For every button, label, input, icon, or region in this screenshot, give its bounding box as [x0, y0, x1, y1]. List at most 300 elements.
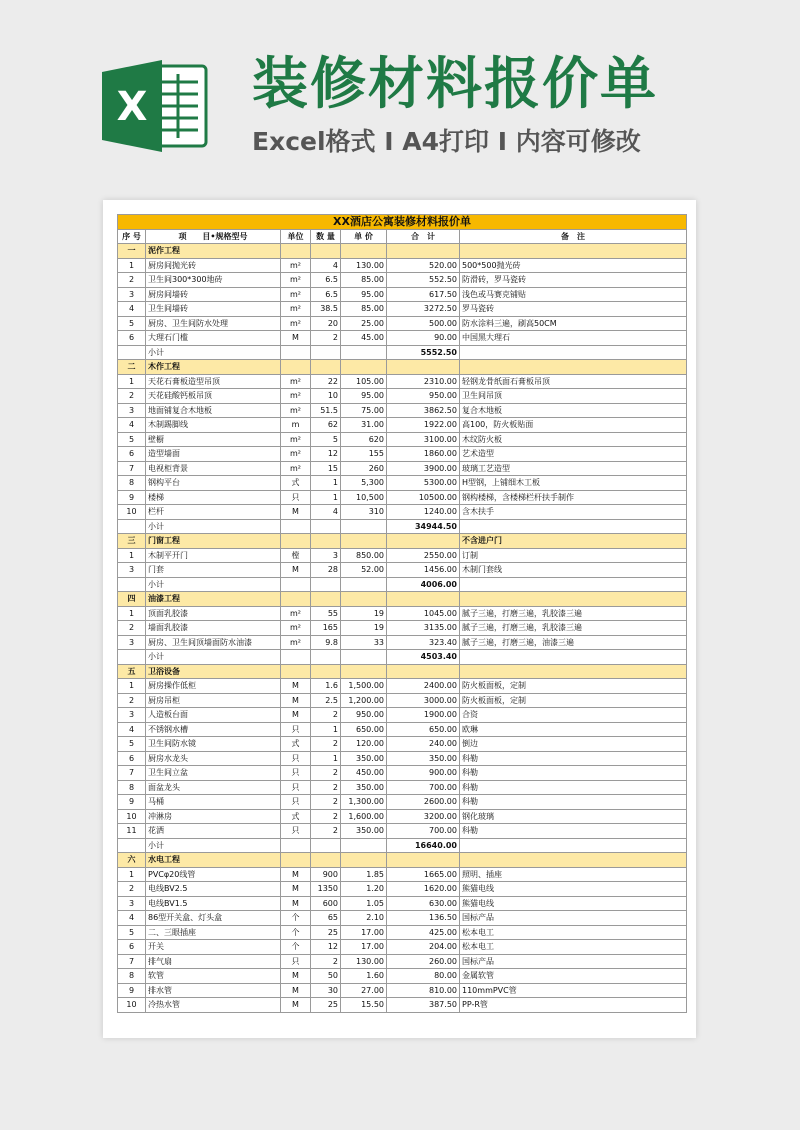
item-name: 顶面乳胶漆 [146, 606, 281, 621]
item-name: 厨房、卫生间防水处理 [146, 316, 281, 331]
item-name: 86型开关盒、灯头盒 [146, 911, 281, 926]
section-note: 不含进户门 [460, 534, 687, 549]
subtotal-empty-cell [341, 577, 387, 592]
item-price: 25.00 [341, 316, 387, 331]
item-note: 科勒 [460, 795, 687, 810]
item-note: 欧琳 [460, 722, 687, 737]
item-price: 52.00 [341, 563, 387, 578]
item-no: 9 [118, 983, 146, 998]
section-empty-cell [311, 592, 341, 607]
item-note: 科勒 [460, 766, 687, 781]
table-row [118, 418, 687, 433]
section-empty-cell [281, 244, 311, 259]
item-name: 冷热水管 [146, 998, 281, 1013]
spreadsheet-page [103, 200, 696, 1038]
item-unit: m² [281, 606, 311, 621]
item-unit: m² [281, 316, 311, 331]
item-total: 1900.00 [387, 708, 460, 723]
item-unit: m² [281, 273, 311, 288]
item-qty: 2 [311, 331, 341, 346]
table-row [118, 824, 687, 839]
item-unit: m² [281, 287, 311, 302]
subtotal-empty-cell [311, 838, 341, 853]
item-name: 卫生间防水镜 [146, 737, 281, 752]
item-qty: 1 [311, 490, 341, 505]
item-unit: m² [281, 389, 311, 404]
col-header-note: 备 注 [460, 229, 687, 244]
table-row [118, 940, 687, 955]
item-unit: 个 [281, 911, 311, 926]
table-row [118, 925, 687, 940]
table-row [118, 258, 687, 273]
section-note [460, 244, 687, 259]
item-unit: 只 [281, 824, 311, 839]
table-row [118, 766, 687, 781]
item-total: 2310.00 [387, 374, 460, 389]
item-unit: M [281, 998, 311, 1013]
item-qty: 4 [311, 258, 341, 273]
item-total: 2400.00 [387, 679, 460, 694]
subtotal-note [460, 519, 687, 534]
item-name: 电视柜背景 [146, 461, 281, 476]
section-empty-cell [387, 244, 460, 259]
item-total: 5300.00 [387, 476, 460, 491]
item-total: 10500.00 [387, 490, 460, 505]
section-name: 水电工程 [146, 853, 281, 868]
section-empty-cell [281, 853, 311, 868]
item-price: 350.00 [341, 824, 387, 839]
item-price: 130.00 [341, 258, 387, 273]
item-unit: 式 [281, 476, 311, 491]
subtotal-label: 小计 [146, 838, 281, 853]
item-total: 3862.50 [387, 403, 460, 418]
item-total: 700.00 [387, 824, 460, 839]
item-name: 厨房间抛光砖 [146, 258, 281, 273]
item-note: 钢构楼梯，含楼梯栏杆扶手制作 [460, 490, 687, 505]
item-name: 排气扇 [146, 954, 281, 969]
item-note: 熊猫电线 [460, 882, 687, 897]
item-unit: m² [281, 403, 311, 418]
item-unit: 式 [281, 809, 311, 824]
item-qty: 6.5 [311, 273, 341, 288]
item-price: 1,200.00 [341, 693, 387, 708]
section-empty-cell [311, 853, 341, 868]
item-qty: 1 [311, 751, 341, 766]
item-name: 天花硅酸钙板吊顶 [146, 389, 281, 404]
item-unit: 只 [281, 490, 311, 505]
item-qty: 2.5 [311, 693, 341, 708]
item-note: 木纹防火板 [460, 432, 687, 447]
item-no: 2 [118, 621, 146, 636]
section-no: 六 [118, 853, 146, 868]
section-no: 五 [118, 664, 146, 679]
item-price: 1.85 [341, 867, 387, 882]
item-price: 45.00 [341, 331, 387, 346]
item-name: 墙面乳胶漆 [146, 621, 281, 636]
item-no: 10 [118, 809, 146, 824]
section-empty-cell [311, 244, 341, 259]
item-no: 3 [118, 635, 146, 650]
item-name: 门套 [146, 563, 281, 578]
subtotal-label: 小计 [146, 519, 281, 534]
section-note [460, 592, 687, 607]
subtotal-note [460, 577, 687, 592]
item-total: 3000.00 [387, 693, 460, 708]
item-unit: m² [281, 621, 311, 636]
item-total: 630.00 [387, 896, 460, 911]
item-total: 204.00 [387, 940, 460, 955]
section-note [460, 360, 687, 375]
item-total: 617.50 [387, 287, 460, 302]
item-price: 19 [341, 621, 387, 636]
item-unit: m² [281, 447, 311, 462]
table-body [118, 215, 687, 1013]
item-note: 科勒 [460, 780, 687, 795]
item-name: 卫生间300*300地砖 [146, 273, 281, 288]
item-qty: 62 [311, 418, 341, 433]
item-price: 27.00 [341, 983, 387, 998]
item-unit: M [281, 679, 311, 694]
item-total: 950.00 [387, 389, 460, 404]
page-header [0, 0, 800, 200]
table-row [118, 954, 687, 969]
item-unit: M [281, 969, 311, 984]
item-note: 国标产品 [460, 911, 687, 926]
item-price: 31.00 [341, 418, 387, 433]
item-note: 玻璃工艺造型 [460, 461, 687, 476]
item-total: 1922.00 [387, 418, 460, 433]
item-qty: 2 [311, 780, 341, 795]
section-empty-cell [311, 664, 341, 679]
item-qty: 55 [311, 606, 341, 621]
item-qty: 20 [311, 316, 341, 331]
section-name: 卫浴设备 [146, 664, 281, 679]
table-title-row [118, 215, 687, 230]
subtotal-empty-cell [281, 519, 311, 534]
item-unit: 只 [281, 751, 311, 766]
section-empty-cell [281, 592, 311, 607]
item-price: 350.00 [341, 751, 387, 766]
item-unit: M [281, 896, 311, 911]
item-name: 木制平开门 [146, 548, 281, 563]
subtotal-empty-cell [118, 345, 146, 360]
item-note: 订制 [460, 548, 687, 563]
item-no: 8 [118, 969, 146, 984]
item-no: 1 [118, 258, 146, 273]
item-name: 面盆龙头 [146, 780, 281, 795]
section-row [118, 534, 687, 549]
item-qty: 2 [311, 708, 341, 723]
section-no: 四 [118, 592, 146, 607]
item-total: 323.40 [387, 635, 460, 650]
item-qty: 165 [311, 621, 341, 636]
subtotal-note [460, 838, 687, 853]
item-unit: 只 [281, 722, 311, 737]
item-qty: 38.5 [311, 302, 341, 317]
item-no: 3 [118, 287, 146, 302]
item-total: 2600.00 [387, 795, 460, 810]
item-total: 810.00 [387, 983, 460, 998]
item-price: 1,500.00 [341, 679, 387, 694]
item-unit: 只 [281, 766, 311, 781]
table-row [118, 389, 687, 404]
item-no: 2 [118, 693, 146, 708]
item-price: 19 [341, 606, 387, 621]
item-note: 防火板面板，定制 [460, 693, 687, 708]
item-unit: M [281, 693, 311, 708]
item-no: 9 [118, 795, 146, 810]
item-name: 厨房间墙砖 [146, 287, 281, 302]
item-price: 130.00 [341, 954, 387, 969]
item-no: 1 [118, 548, 146, 563]
section-row [118, 360, 687, 375]
item-no: 5 [118, 432, 146, 447]
section-no: 一 [118, 244, 146, 259]
table-row [118, 795, 687, 810]
item-no: 10 [118, 998, 146, 1013]
item-note: 钢化玻璃 [460, 809, 687, 824]
item-name: 人造板台面 [146, 708, 281, 723]
subtotal-label: 小计 [146, 650, 281, 665]
item-no: 3 [118, 708, 146, 723]
table-row [118, 447, 687, 462]
item-unit: 个 [281, 940, 311, 955]
item-price: 1,300.00 [341, 795, 387, 810]
item-qty: 4 [311, 505, 341, 520]
item-note: 合资 [460, 708, 687, 723]
item-no: 3 [118, 896, 146, 911]
item-qty: 2 [311, 737, 341, 752]
section-empty-cell [341, 244, 387, 259]
item-total: 3100.00 [387, 432, 460, 447]
subtotal-empty-cell [311, 345, 341, 360]
item-unit: M [281, 708, 311, 723]
section-no: 二 [118, 360, 146, 375]
col-header-no: 序 号 [118, 229, 146, 244]
section-empty-cell [341, 534, 387, 549]
item-note: 照明、插座 [460, 867, 687, 882]
subtotal-empty-cell [311, 519, 341, 534]
item-total: 136.50 [387, 911, 460, 926]
col-header-total: 合 计 [387, 229, 460, 244]
item-price: 33 [341, 635, 387, 650]
item-name: PVCφ20线管 [146, 867, 281, 882]
col-header-price: 单 价 [341, 229, 387, 244]
item-note: 松本电工 [460, 940, 687, 955]
table-row [118, 635, 687, 650]
table-row [118, 548, 687, 563]
section-name: 油漆工程 [146, 592, 281, 607]
section-empty-cell [341, 592, 387, 607]
table-row [118, 403, 687, 418]
section-row [118, 664, 687, 679]
item-name: 楼梯 [146, 490, 281, 505]
item-price: 620 [341, 432, 387, 447]
item-price: 2.10 [341, 911, 387, 926]
table-row [118, 896, 687, 911]
item-qty: 3 [311, 548, 341, 563]
item-qty: 2 [311, 766, 341, 781]
item-total: 387.50 [387, 998, 460, 1013]
item-qty: 1.6 [311, 679, 341, 694]
section-name: 泥作工程 [146, 244, 281, 259]
item-price: 1.05 [341, 896, 387, 911]
item-qty: 12 [311, 940, 341, 955]
section-empty-cell [311, 534, 341, 549]
item-note: 中国黑大理石 [460, 331, 687, 346]
item-price: 120.00 [341, 737, 387, 752]
subtotal-empty-cell [281, 345, 311, 360]
item-price: 1.20 [341, 882, 387, 897]
item-no: 8 [118, 780, 146, 795]
subtotal-empty-cell [311, 650, 341, 665]
col-header-unit: 单位 [281, 229, 311, 244]
item-name: 开关 [146, 940, 281, 955]
item-total: 650.00 [387, 722, 460, 737]
item-name: 卫生间立盆 [146, 766, 281, 781]
item-name: 卫生间墙砖 [146, 302, 281, 317]
item-no: 1 [118, 374, 146, 389]
section-empty-cell [387, 664, 460, 679]
item-unit: m² [281, 302, 311, 317]
item-price: 450.00 [341, 766, 387, 781]
item-note: 防水涂料三遍，刷高50CM [460, 316, 687, 331]
item-total: 552.50 [387, 273, 460, 288]
item-qty: 6.5 [311, 287, 341, 302]
item-price: 75.00 [341, 403, 387, 418]
subtotal-row [118, 345, 687, 360]
item-unit: M [281, 505, 311, 520]
item-note: 防火板面板，定制 [460, 679, 687, 694]
item-note: PP-R管 [460, 998, 687, 1013]
item-qty: 9.8 [311, 635, 341, 650]
subtotal-empty-cell [341, 838, 387, 853]
item-total: 1620.00 [387, 882, 460, 897]
item-no: 1 [118, 606, 146, 621]
page-subtitle: Excel格式 I A4打印 I 内容可修改 [252, 127, 641, 156]
item-qty: 28 [311, 563, 341, 578]
item-total: 80.00 [387, 969, 460, 984]
item-unit: m² [281, 374, 311, 389]
item-unit: 只 [281, 795, 311, 810]
subtotal-empty-cell [341, 650, 387, 665]
subtotal-note [460, 345, 687, 360]
item-name: 厨房水龙头 [146, 751, 281, 766]
table-row [118, 461, 687, 476]
item-name: 不锈钢水槽 [146, 722, 281, 737]
item-price: 105.00 [341, 374, 387, 389]
item-no: 8 [118, 476, 146, 491]
item-total: 700.00 [387, 780, 460, 795]
item-name: 花洒 [146, 824, 281, 839]
item-name: 木制踢脚线 [146, 418, 281, 433]
section-row [118, 592, 687, 607]
item-no: 7 [118, 766, 146, 781]
table-row [118, 273, 687, 288]
item-no: 1 [118, 867, 146, 882]
item-no: 6 [118, 940, 146, 955]
table-row [118, 693, 687, 708]
subtotal-empty-cell [281, 838, 311, 853]
subtotal-empty-cell [118, 838, 146, 853]
item-total: 1456.00 [387, 563, 460, 578]
subtotal-empty-cell [281, 650, 311, 665]
item-name: 造型墙面 [146, 447, 281, 462]
item-price: 350.00 [341, 780, 387, 795]
table-row [118, 911, 687, 926]
subtotal-note [460, 650, 687, 665]
section-empty-cell [281, 534, 311, 549]
item-name: 二、三眼插座 [146, 925, 281, 940]
section-row [118, 244, 687, 259]
item-total: 240.00 [387, 737, 460, 752]
subtotal-empty-cell [118, 577, 146, 592]
item-note: 防滑砖，罗马瓷砖 [460, 273, 687, 288]
item-no: 4 [118, 722, 146, 737]
table-row [118, 490, 687, 505]
item-note: 110mmPVC管 [460, 983, 687, 998]
table-row [118, 621, 687, 636]
item-name: 厨房、卫生间顶墙面防水油漆 [146, 635, 281, 650]
item-price: 650.00 [341, 722, 387, 737]
table-row [118, 998, 687, 1013]
item-price: 310 [341, 505, 387, 520]
subtotal-empty-cell [118, 650, 146, 665]
subtotal-row [118, 519, 687, 534]
table-row [118, 331, 687, 346]
subtotal-empty-cell [281, 577, 311, 592]
item-note: 轻钢龙骨纸面石膏板吊顶 [460, 374, 687, 389]
item-name: 冲淋房 [146, 809, 281, 824]
col-header-item: 项 目•规格型号 [146, 229, 281, 244]
item-qty: 12 [311, 447, 341, 462]
table-row [118, 606, 687, 621]
col-header-qty: 数 量 [311, 229, 341, 244]
item-price: 85.00 [341, 302, 387, 317]
item-price: 10,500 [341, 490, 387, 505]
item-qty: 65 [311, 911, 341, 926]
item-qty: 22 [311, 374, 341, 389]
subtotal-empty-cell [118, 519, 146, 534]
item-note: 倒边 [460, 737, 687, 752]
item-note: 卫生间吊顶 [460, 389, 687, 404]
item-price: 5,300 [341, 476, 387, 491]
item-qty: 1350 [311, 882, 341, 897]
item-unit: 樘 [281, 548, 311, 563]
table-row [118, 809, 687, 824]
item-qty: 50 [311, 969, 341, 984]
item-qty: 900 [311, 867, 341, 882]
item-unit: 个 [281, 925, 311, 940]
subtotal-value: 4503.40 [387, 650, 460, 665]
item-unit: M [281, 882, 311, 897]
item-price: 17.00 [341, 925, 387, 940]
item-note: H型钢，上铺细木工板 [460, 476, 687, 491]
item-note: 艺术造型 [460, 447, 687, 462]
item-no: 2 [118, 882, 146, 897]
subtotal-value: 16640.00 [387, 838, 460, 853]
item-total: 350.00 [387, 751, 460, 766]
item-price: 155 [341, 447, 387, 462]
section-empty-cell [387, 534, 460, 549]
subtotal-row [118, 650, 687, 665]
item-total: 520.00 [387, 258, 460, 273]
item-name: 厨房吊柜 [146, 693, 281, 708]
item-price: 950.00 [341, 708, 387, 723]
table-row [118, 679, 687, 694]
item-no: 3 [118, 563, 146, 578]
item-no: 1 [118, 679, 146, 694]
